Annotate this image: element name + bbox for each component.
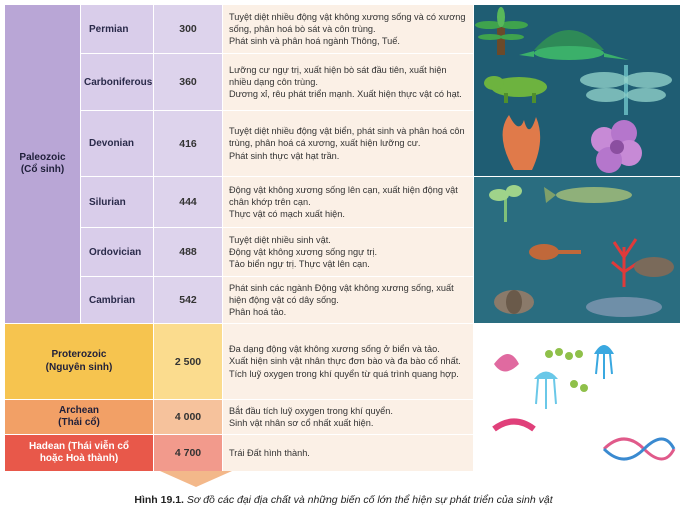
illustration-paleozoic-lower bbox=[474, 177, 680, 323]
era-proterozoic: Proterozoic (Nguyên sinh) bbox=[5, 324, 153, 399]
amphibian-icon bbox=[484, 76, 547, 103]
period-ordovician: Ordovician bbox=[81, 228, 153, 276]
flower-icon bbox=[591, 120, 642, 173]
trilobite-icon bbox=[494, 290, 534, 314]
mya-cambrian: 542 bbox=[154, 277, 222, 323]
dna-icon bbox=[604, 439, 674, 459]
period-permian: Permian bbox=[81, 5, 153, 53]
mya-hadean: 4 700 bbox=[154, 435, 222, 471]
cycad-plant-icon bbox=[475, 7, 528, 55]
period-silurian: Silurian bbox=[81, 177, 153, 227]
coral-icon bbox=[503, 115, 541, 170]
illustration-paleozoic-upper bbox=[474, 5, 680, 176]
fossil-fish-icon bbox=[586, 257, 674, 317]
events-permian: Tuyệt diệt nhiều động vật không xương sống và có xương sống, phân hoá bò sát và côn trùng. Phát sinh và phân hoá ngành Thông, Tuế. bbox=[223, 5, 473, 53]
period-devonian: Devonian bbox=[81, 111, 153, 176]
caption-text: Sơ đồ các đại địa chất và những biến cố lớn thể hiện sự phát triển của sinh vật bbox=[183, 494, 553, 506]
events-hadean: Trái Đất hình thành. bbox=[223, 435, 473, 471]
events-ordovician: Tuyệt diệt nhiều sinh vật. Động vật không xương sống ngự trị. Tảo biển ngự trị. Thực vật lên cạn. bbox=[223, 228, 473, 276]
mya-archean: 4 000 bbox=[154, 400, 222, 434]
dimetrodon-icon bbox=[519, 30, 629, 60]
fish-icon bbox=[544, 187, 632, 203]
mya-proterozoic: 2 500 bbox=[154, 324, 222, 399]
early-plant-icon bbox=[489, 185, 522, 222]
caption-label: Hình 19.1. bbox=[134, 494, 184, 506]
mya-silurian: 444 bbox=[154, 177, 222, 227]
illustration-precambrian bbox=[474, 324, 680, 471]
mya-ordovician: 488 bbox=[154, 228, 222, 276]
mya-devonian: 416 bbox=[154, 111, 222, 176]
red-seaweed-icon bbox=[612, 239, 639, 287]
algae-chain-icon bbox=[545, 348, 588, 392]
events-carboniferous: Lưỡng cư ngự trị, xuất hiện bò sát đầu tiên, xuất hiện nhiều dạng côn trùng. Dương xỉ, rêu phát triển mạnh. Xuất hiện thực vật có hạt. bbox=[223, 54, 473, 110]
bacteria-icon bbox=[494, 354, 534, 429]
mya-permian: 300 bbox=[154, 5, 222, 53]
period-carboniferous: Carboniferous bbox=[81, 54, 153, 110]
mya-carboniferous: 360 bbox=[154, 54, 222, 110]
events-silurian: Động vật không xương sống lên cạn, xuất hiện động vật chân khớp trên cạn. Thực vật có mạch xuất hiện. bbox=[223, 177, 473, 227]
timeline-arrow bbox=[160, 471, 232, 487]
era-archean: Archean (Thái cổ) bbox=[5, 400, 153, 434]
era-hadean: Hadean (Thái viễn cổ hoặc Hoà thành) bbox=[5, 435, 153, 471]
dragonfly-icon bbox=[580, 65, 672, 115]
events-archean: Bắt đầu tích luỹ oxygen trong khí quyển. Sinh vật nhân sơ cổ nhất xuất hiện. bbox=[223, 400, 473, 434]
events-proterozoic: Đa dạng động vật không xương sống ở biển và tảo. Xuất hiện sinh vật nhân thực đơn bào và đa bào cổ nhất. Tích luỹ oxygen trong khí quyển từ quá trình quang hợp. bbox=[223, 324, 473, 399]
sea-scorpion-icon bbox=[529, 244, 581, 260]
period-cambrian: Cambrian bbox=[81, 277, 153, 323]
era-paleozoic: Paleozoic (Cổ sinh) bbox=[5, 5, 80, 323]
figure-caption bbox=[0, 494, 687, 506]
events-devonian: Tuyệt diệt nhiều động vật biển, phát sinh và phân hoá côn trùng, phân hoá cá xương, xuất hiện lưỡng cư. Phát sinh thực vật hạt trần. bbox=[223, 111, 473, 176]
events-cambrian: Phát sinh các ngành Động vật không xương sống, xuất hiện động vật có dây sống. Phân hoá tảo. bbox=[223, 277, 473, 323]
